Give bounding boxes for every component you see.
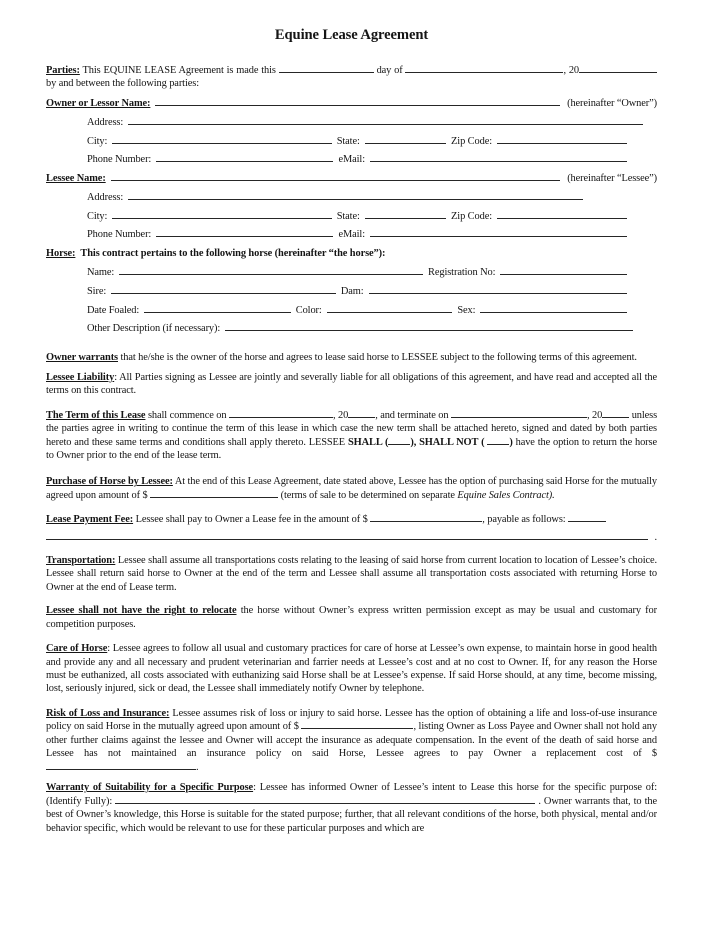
horse-registration-label: Registration No:	[428, 267, 496, 279]
parties-label: Parties:	[46, 65, 80, 76]
care-text: : Lessee agrees to follow all usual and customary practices for care of horse at Lessee’s own expense, to maintain horse in good health and provide any and all necessary and prudent veterinarian and farrier needs at Lessee’s cost and at no cost to Owner. If, for any reason the Horse must be euthanized, all costs associated with euthanizing said Horse shall be at Lessee’s expense. If said Horse should, at any time, become missing, lost, seriously injured, sick or dead, the Lessee shall immediately notify Owner by telephone.	[46, 643, 657, 695]
lessee-city-label: City:	[87, 210, 108, 222]
owner-state-blank[interactable]	[365, 134, 446, 144]
horse-sire-blank[interactable]	[111, 284, 336, 294]
owner-name-label: Owner or Lessor Name:	[46, 97, 151, 109]
horse-date-foaled-blank[interactable]	[144, 303, 291, 313]
warranty-text-1: : Lessee has informed Owner of Lessee’s intent to Lease this horse for the specific purpose of: (Identify Fully):	[46, 782, 657, 807]
purchase-text-3: ).	[548, 489, 555, 501]
lessee-address-row	[87, 189, 657, 208]
lessee-address-blank[interactable]	[128, 190, 583, 200]
parties-clause	[46, 64, 657, 91]
lessee-liability-text: : All Parties signing as Lessee are jointly and severally liable for all obligations of this agreement, and have read and accepted all the terms on this contract.	[46, 371, 658, 397]
warranty-label: Warranty of Suitability for a Specific Purpose	[46, 782, 254, 794]
owner-name-blank[interactable]	[155, 96, 560, 106]
horse-sex-blank[interactable]	[480, 303, 627, 313]
horse-registration-blank[interactable]	[500, 265, 627, 275]
risk-text-1: Lessee assumes risk of loss or injury to said horse. Lessee has the option of obtaining a life and loss-of-use insurance policy on said Horse in the mutually agreed upon amount of $	[46, 707, 658, 733]
lessee-phone-blank[interactable]	[156, 227, 333, 237]
insurance-amount-blank[interactable]	[301, 720, 413, 729]
lessee-phone-label: Phone Number:	[87, 229, 152, 241]
parties-month-blank[interactable]	[405, 64, 563, 73]
term-commence-year-blank[interactable]	[348, 409, 375, 418]
term-text-4: have the option to return the horse to Owner prior to the end of the lease term.	[46, 436, 657, 461]
lessee-email-label: eMail:	[338, 229, 365, 241]
lease-fee-details-row	[46, 530, 657, 545]
horse-dam-blank[interactable]	[369, 284, 627, 294]
term-label: The Term of this Lease	[46, 409, 146, 421]
transportation-text: Lessee shall assume all transportations costs relating to the leasing of said horse from current location to location of Lessee’s choice. Lessee shall return said horse to Owner at the end of the term and Lessee shall assume all transportation costs associated with returning Horse to Owner at the end of Lease term.	[46, 554, 657, 593]
relocate-label: Lessee shall not have the right to relocate	[46, 605, 237, 617]
horse-other-row	[87, 320, 657, 339]
owner-warrants-clause	[46, 351, 657, 364]
care-clause	[46, 642, 657, 696]
owner-address-label: Address:	[87, 116, 124, 128]
term-terminate-date-blank[interactable]	[451, 409, 587, 418]
term-shall-not-blank[interactable]	[487, 436, 509, 445]
horse-name-blank[interactable]	[119, 265, 423, 275]
lessee-state-label: State:	[336, 210, 360, 222]
owner-city-blank[interactable]	[112, 134, 331, 144]
lease-fee-label: Lease Payment Fee:	[46, 514, 134, 526]
lease-fee-details-blank[interactable]	[46, 530, 648, 540]
owner-phone-blank[interactable]	[156, 152, 333, 162]
horse-heading-row	[46, 245, 657, 264]
term-text-2: , and terminate on	[375, 409, 449, 421]
owner-city-label: City:	[87, 135, 108, 147]
owner-warrants-label: Owner warrants	[46, 352, 118, 364]
lessee-state-blank[interactable]	[365, 209, 446, 219]
parties-year-blank[interactable]	[579, 64, 657, 73]
parties-line2-text: and between the following parties:	[58, 78, 199, 90]
horse-sire-row	[87, 283, 657, 302]
horse-dam-label: Dam:	[340, 285, 364, 297]
lessee-phone-row	[87, 226, 657, 245]
parties-day-blank[interactable]	[279, 64, 374, 73]
purchase-clause	[46, 475, 657, 502]
owner-zip-blank[interactable]	[497, 134, 627, 144]
owner-warrants-text: that he/she is the owner of the horse and agrees to lease said horse to LESSEE subject to the following terms of this agreement.	[120, 352, 637, 364]
lease-fee-text-1: Lessee shall pay to Owner a Lease fee in the amount of $	[135, 514, 368, 526]
purchase-label: Purchase of Horse by Lessee:	[46, 476, 173, 488]
risk-clause	[46, 707, 657, 774]
term-year-prefix-2: , 20	[586, 409, 603, 421]
replacement-cost-blank[interactable]	[46, 761, 196, 770]
horse-color-label: Color:	[295, 304, 322, 316]
risk-period: .	[196, 761, 199, 773]
owner-phone-row	[87, 151, 657, 170]
lessee-zip-label: Zip Code:	[451, 210, 492, 222]
term-commence-date-blank[interactable]	[229, 409, 333, 418]
lease-fee-text-2: , payable as follows:	[482, 514, 566, 526]
lessee-hereinafter-text: (hereinafter “Lessee”)	[567, 173, 657, 185]
owner-phone-label: Phone Number:	[87, 154, 152, 166]
lessee-city-row	[87, 208, 657, 227]
lessee-zip-blank[interactable]	[497, 209, 627, 219]
warranty-clause	[46, 781, 657, 835]
term-shall-not-text: ), SHALL NOT (	[410, 436, 485, 448]
warranty-text-2: .	[538, 795, 541, 807]
term-shall-blank[interactable]	[388, 436, 410, 445]
owner-email-blank[interactable]	[370, 152, 627, 162]
owner-city-row	[87, 133, 657, 152]
lessee-address-label: Address:	[87, 191, 124, 203]
parties-dayof-text: day of	[376, 65, 403, 76]
purchase-amount-blank[interactable]	[150, 489, 278, 498]
horse-sex-label: Sex:	[457, 304, 476, 316]
horse-name-row	[87, 264, 657, 283]
term-clause	[46, 409, 657, 463]
lessee-city-blank[interactable]	[112, 209, 331, 219]
relocate-clause	[46, 604, 657, 631]
lessee-email-blank[interactable]	[370, 227, 627, 237]
purchase-text-2: (terms of sale to be determined on separate	[280, 489, 455, 501]
owner-address-blank[interactable]	[128, 115, 643, 125]
term-text-3: unless the parties agree in writing to continue the term of this lease in which case the new term shall be attached hereto, signed and dated by both parties hereto and these same terms and conditions shall apply thereto. LESSEE	[46, 409, 658, 448]
owner-zip-label: Zip Code:	[451, 135, 492, 147]
lease-fee-payable-blank[interactable]	[568, 513, 606, 522]
risk-label: Risk of Loss and Insurance:	[46, 707, 170, 719]
lessee-liability-clause	[46, 371, 657, 398]
parties-by-text: by	[46, 78, 57, 90]
transportation-label: Transportation:	[46, 554, 116, 566]
care-label: Care of Horse	[46, 643, 108, 655]
owner-email-label: eMail:	[338, 154, 365, 166]
horse-color-blank[interactable]	[327, 303, 453, 313]
term-year-prefix-1: , 20	[333, 409, 349, 421]
owner-address-row	[87, 114, 657, 133]
purpose-blank[interactable]	[115, 795, 535, 804]
lessee-name-label: Lessee Name:	[46, 173, 106, 185]
purchase-text-1: At the end of this Lease Agreement, date stated above, Lessee has the option of purchasing said Horse for the mutually agreed upon amount of $	[46, 476, 657, 501]
term-shall-text: SHALL (	[347, 436, 389, 448]
lessee-name-row	[46, 170, 657, 189]
horse-heading-text: This contract pertains to the following horse (hereinafter “the horse”):	[80, 248, 386, 260]
owner-name-row	[46, 95, 657, 114]
owner-hereinafter-text: (hereinafter “Owner”)	[567, 97, 657, 109]
term-text-1: shall commence on	[147, 409, 227, 421]
owner-state-label: State:	[336, 135, 360, 147]
horse-date-foaled-label: Date Foaled:	[87, 304, 140, 316]
parties-intro-text: This EQUINE LEASE Agreement is made this	[82, 65, 276, 76]
transportation-clause	[46, 554, 657, 594]
horse-label: Horse:	[46, 248, 76, 260]
lease-fee-amount-blank[interactable]	[370, 513, 482, 522]
horse-name-label: Name:	[87, 267, 115, 279]
page-title: Equine Lease Agreement	[274, 27, 429, 43]
relocate-text: the horse without Owner’s express written permission except as may be usual and customary for competition purposes.	[46, 605, 657, 630]
horse-foaled-row	[87, 302, 657, 321]
lease-fee-period: .	[654, 531, 657, 543]
horse-other-label: Other Description (if necessary):	[87, 323, 221, 335]
horse-other-description-blank[interactable]	[225, 321, 633, 331]
parties-year-prefix: , 20	[563, 65, 580, 76]
lessee-name-blank[interactable]	[111, 171, 561, 181]
lessee-liability-label: Lessee Liability	[46, 371, 115, 383]
horse-sire-label: Sire:	[87, 285, 107, 297]
lease-fee-clause	[46, 513, 657, 526]
risk-text-2: , listing Owner as Loss Payee and Owner shall not hold any other further claims against the lessee and Owner will accept the insurance as adequate compensation. In the event of the death of said horse and Lessee has not maintained an insurance policy on said Horse, Lessee agrees to pay Owner a replacement cost of $	[46, 721, 657, 760]
term-terminate-year-blank[interactable]	[602, 409, 629, 418]
purchase-contract-title: Equine Sales Contract	[457, 489, 549, 501]
warranty-text-3: Owner warrants that, to the best of Owner’s knowledge, this Horse is suitable for the stated purpose; further, that all relevant conditions of the horse, both physical, mental and/or behavior specific, which would be relevant to use for these particular purposes and which are	[46, 795, 657, 834]
term-paren-close: )	[509, 436, 513, 448]
